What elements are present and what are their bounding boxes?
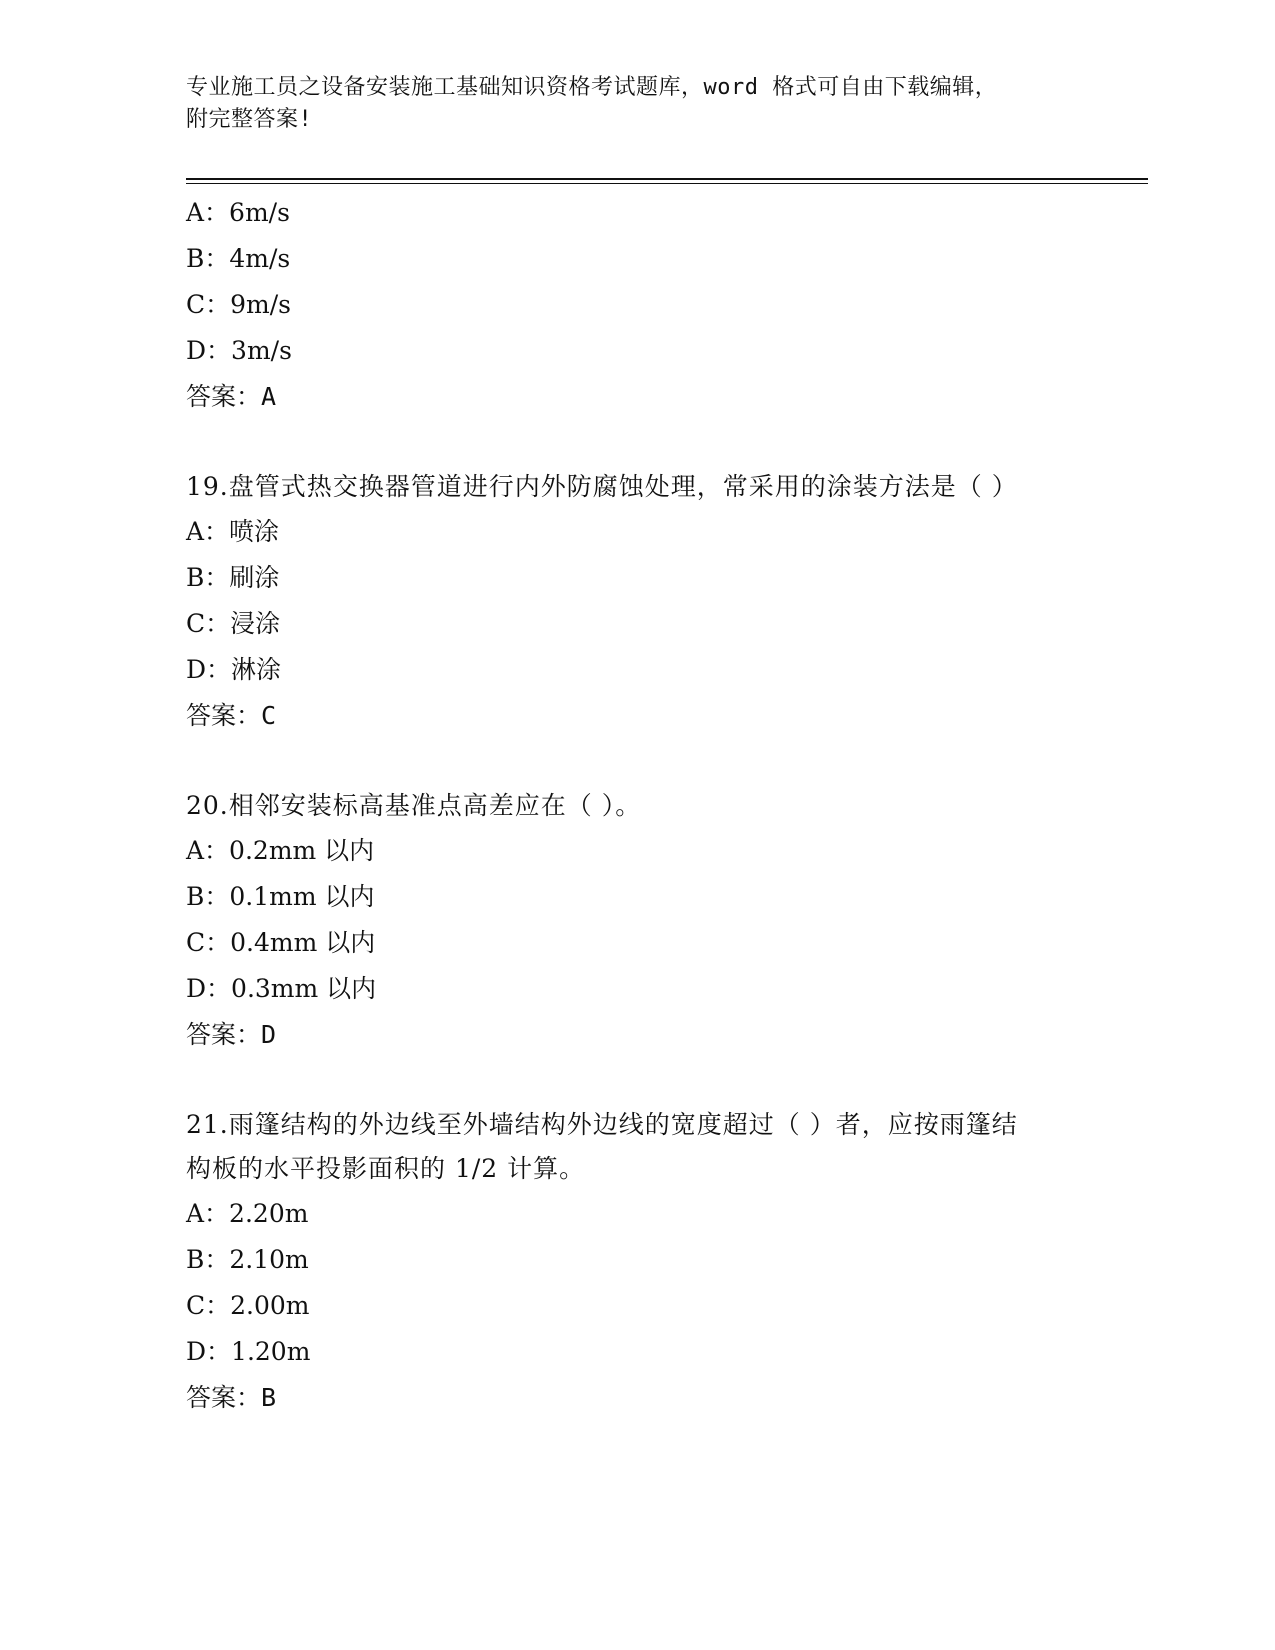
question-21 <box>186 1103 1066 1421</box>
option-a: A：喷涂 <box>186 517 280 546</box>
option-b: B：0.1mm 以内 <box>186 882 375 911</box>
spacer <box>186 1058 1066 1103</box>
option-c: C：9m/s <box>186 290 291 319</box>
header-rule-thick <box>186 178 1148 180</box>
option-a: A：0.2mm 以内 <box>186 836 375 865</box>
question-20 <box>186 784 1066 1058</box>
option-a: A：6m/s <box>186 198 290 227</box>
question-text: 19.盘管式热交换器管道进行内外防腐蚀处理，常采用的涂装方法是（ ） <box>186 472 1018 501</box>
question-list <box>186 190 1066 1421</box>
header-line-2: 附完整答案! <box>186 107 313 132</box>
option-b: B：4m/s <box>186 244 291 273</box>
header-rule-thin <box>186 183 1148 184</box>
answer: 答案：C <box>186 701 277 730</box>
answer: 答案：D <box>186 1020 277 1049</box>
question-19 <box>186 465 1066 739</box>
question-text: 20.相邻安装标高基准点高差应在（ ）。 <box>186 791 642 820</box>
spacer <box>186 739 1066 784</box>
answer: 答案：A <box>186 382 277 411</box>
question-text: 21.雨篷结构的外边线至外墙结构外边线的宽度超过（ ）者，应按雨篷结构板的水平投影面积的 1/2 计算。 <box>186 1110 1018 1183</box>
option-d: D：0.3mm 以内 <box>186 974 377 1003</box>
question-18 <box>186 190 1066 420</box>
option-a: A：2.20m <box>186 1199 309 1228</box>
document-header <box>186 72 1066 136</box>
option-d: D：3m/s <box>186 336 292 365</box>
option-c: C：2.00m <box>186 1291 310 1320</box>
spacer <box>186 420 1066 465</box>
option-b: B：2.10m <box>186 1245 309 1274</box>
option-d: D：淋涂 <box>186 655 282 684</box>
option-b: B：刷涂 <box>186 563 280 592</box>
answer: 答案：B <box>186 1383 277 1412</box>
option-c: C：0.4mm 以内 <box>186 928 376 957</box>
option-d: D：1.20m <box>186 1337 311 1366</box>
header-line-1: 专业施工员之设备安装施工基础知识资格考试题库，word 格式可自由下载编辑， <box>186 75 998 100</box>
option-c: C：浸涂 <box>186 609 281 638</box>
